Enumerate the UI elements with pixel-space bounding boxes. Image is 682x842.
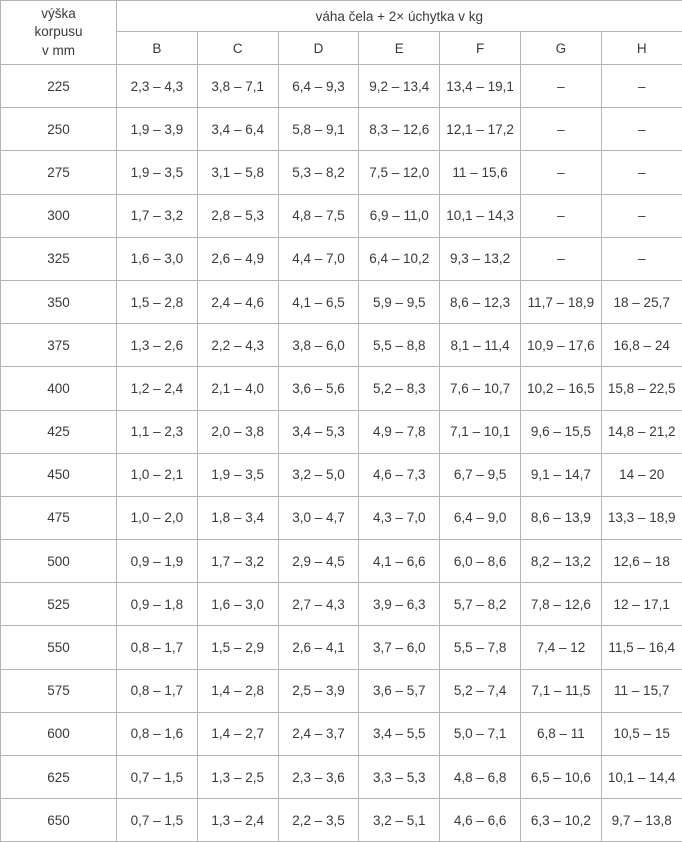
weight-range-cell: – (601, 194, 682, 237)
weight-range-cell: 16,8 – 24 (601, 324, 682, 367)
weight-range-cell: 1,9 – 3,9 (117, 108, 198, 151)
weight-range-cell: – (601, 65, 682, 108)
weight-range-cell: 5,3 – 8,2 (278, 151, 359, 194)
weight-range-cell: 7,1 – 10,1 (440, 410, 521, 453)
cabinet-height-value: 500 (1, 540, 117, 583)
table-row (1, 540, 682, 583)
table-row (1, 237, 682, 280)
weight-range-cell: 3,8 – 7,1 (197, 65, 278, 108)
cabinet-height-value: 300 (1, 194, 117, 237)
weight-range-cell: – (601, 108, 682, 151)
weight-range-cell: 7,1 – 11,5 (520, 669, 601, 712)
weight-range-cell: 1,0 – 2,1 (117, 453, 198, 496)
weight-range-cell: 5,8 – 9,1 (278, 108, 359, 151)
weight-range-cell: – (520, 65, 601, 108)
weight-range-cell: 6,0 – 8,6 (440, 540, 521, 583)
column-header-g: G (520, 32, 601, 65)
weight-range-cell: 5,5 – 7,8 (440, 626, 521, 669)
weight-range-cell: 8,6 – 12,3 (440, 280, 521, 323)
weight-range-cell: 2,3 – 3,6 (278, 756, 359, 799)
weight-range-cell: 6,8 – 11 (520, 712, 601, 755)
weight-range-cell: 5,2 – 8,3 (359, 367, 440, 410)
weight-range-cell: 1,3 – 2,4 (197, 799, 278, 842)
cabinet-height-value: 375 (1, 324, 117, 367)
weight-range-cell: – (601, 151, 682, 194)
weight-range-cell: 3,4 – 5,5 (359, 712, 440, 755)
weight-range-cell: 3,6 – 5,6 (278, 367, 359, 410)
weight-range-cell: 4,6 – 7,3 (359, 453, 440, 496)
table-row (1, 367, 682, 410)
weight-range-cell: 12,6 – 18 (601, 540, 682, 583)
weight-range-cell: 1,4 – 2,8 (197, 669, 278, 712)
weight-range-cell: 8,6 – 13,9 (520, 496, 601, 539)
weight-range-cell: 1,0 – 2,0 (117, 496, 198, 539)
table-row (1, 280, 682, 323)
weight-range-cell: 1,7 – 3,2 (117, 194, 198, 237)
weight-range-cell: 6,7 – 9,5 (440, 453, 521, 496)
cabinet-height-value: 450 (1, 453, 117, 496)
weight-range-cell: 1,5 – 2,9 (197, 626, 278, 669)
weight-range-cell: 7,6 – 10,7 (440, 367, 521, 410)
corner-header-line-2: korpusu (34, 24, 82, 39)
corner-header-line-1: výška (41, 6, 76, 21)
table-row (1, 453, 682, 496)
table-header (1, 1, 682, 65)
weight-range-cell: 1,5 – 2,8 (117, 280, 198, 323)
table-row (1, 324, 682, 367)
weight-range-cell: 7,4 – 12 (520, 626, 601, 669)
weight-range-cell: – (520, 194, 601, 237)
column-header-b: B (117, 32, 198, 65)
weight-range-cell: 14,8 – 21,2 (601, 410, 682, 453)
weight-range-cell: 6,3 – 10,2 (520, 799, 601, 842)
cabinet-height-value: 600 (1, 712, 117, 755)
weight-range-cell: 2,6 – 4,9 (197, 237, 278, 280)
column-header-f: F (440, 32, 521, 65)
weight-range-cell: 6,9 – 11,0 (359, 194, 440, 237)
weight-range-cell: 1,2 – 2,4 (117, 367, 198, 410)
weight-range-cell: 9,3 – 13,2 (440, 237, 521, 280)
weight-range-cell: 4,6 – 6,6 (440, 799, 521, 842)
weight-range-cell: 2,2 – 3,5 (278, 799, 359, 842)
weight-range-cell: 12 – 17,1 (601, 583, 682, 626)
table-row (1, 799, 682, 842)
weight-range-cell: 0,8 – 1,7 (117, 669, 198, 712)
corner-header-line-3: v mm (42, 43, 75, 58)
weight-range-cell: 8,3 – 12,6 (359, 108, 440, 151)
weight-range-cell: 1,3 – 2,5 (197, 756, 278, 799)
weight-range-cell: 5,7 – 8,2 (440, 583, 521, 626)
weight-range-cell: 11,5 – 16,4 (601, 626, 682, 669)
weight-range-cell: 3,2 – 5,1 (359, 799, 440, 842)
table-row (1, 626, 682, 669)
weight-range-cell: 10,2 – 16,5 (520, 367, 601, 410)
cabinet-height-value: 625 (1, 756, 117, 799)
table-row (1, 151, 682, 194)
weight-range-cell: 11 – 15,6 (440, 151, 521, 194)
weight-range-cell: 4,9 – 7,8 (359, 410, 440, 453)
weight-range-cell: 3,3 – 5,3 (359, 756, 440, 799)
weight-range-cell: 2,5 – 3,9 (278, 669, 359, 712)
cabinet-height-value: 425 (1, 410, 117, 453)
cabinet-height-value: 550 (1, 626, 117, 669)
weight-range-cell: 1,9 – 3,5 (117, 151, 198, 194)
weight-range-cell: 1,6 – 3,0 (117, 237, 198, 280)
weight-range-cell: 9,7 – 13,8 (601, 799, 682, 842)
weight-range-cell: 1,9 – 3,5 (197, 453, 278, 496)
column-header-d: D (278, 32, 359, 65)
table-row (1, 108, 682, 151)
weight-range-cell: 3,4 – 5,3 (278, 410, 359, 453)
table-body (1, 65, 682, 842)
weight-range-cell: 2,4 – 3,7 (278, 712, 359, 755)
weight-range-cell: 4,8 – 7,5 (278, 194, 359, 237)
weight-range-cell: 15,8 – 22,5 (601, 367, 682, 410)
corner-header-cabinet-height (1, 1, 117, 65)
weight-range-cell: 14 – 20 (601, 453, 682, 496)
weight-range-cell: 3,7 – 6,0 (359, 626, 440, 669)
table-row (1, 65, 682, 108)
weight-range-cell: 9,1 – 14,7 (520, 453, 601, 496)
weight-range-cell: 11 – 15,7 (601, 669, 682, 712)
weight-range-cell: 7,5 – 12,0 (359, 151, 440, 194)
table-row (1, 410, 682, 453)
weight-range-cell: 2,0 – 3,8 (197, 410, 278, 453)
weight-range-cell: 2,1 – 4,0 (197, 367, 278, 410)
weight-range-cell: 0,7 – 1,5 (117, 799, 198, 842)
weight-range-cell: 1,7 – 3,2 (197, 540, 278, 583)
weight-range-cell: 1,1 – 2,3 (117, 410, 198, 453)
weight-range-cell: 2,6 – 4,1 (278, 626, 359, 669)
weight-range-cell: 10,9 – 17,6 (520, 324, 601, 367)
cabinet-height-value: 225 (1, 65, 117, 108)
cabinet-height-value: 475 (1, 496, 117, 539)
weight-range-cell: 1,4 – 2,7 (197, 712, 278, 755)
weight-range-cell: 2,4 – 4,6 (197, 280, 278, 323)
weight-range-cell: – (601, 237, 682, 280)
weight-range-cell: 4,1 – 6,5 (278, 280, 359, 323)
weight-range-cell: – (520, 237, 601, 280)
cabinet-height-value: 650 (1, 799, 117, 842)
weight-range-cell: 3,9 – 6,3 (359, 583, 440, 626)
table-row (1, 583, 682, 626)
cabinet-height-value: 325 (1, 237, 117, 280)
table-row (1, 669, 682, 712)
weight-range-cell: 3,4 – 6,4 (197, 108, 278, 151)
weight-range-cell: 2,8 – 5,3 (197, 194, 278, 237)
weight-range-cell: 2,3 – 4,3 (117, 65, 198, 108)
column-header-e: E (359, 32, 440, 65)
weight-range-cell: 5,9 – 9,5 (359, 280, 440, 323)
cabinet-height-value: 350 (1, 280, 117, 323)
table-row (1, 756, 682, 799)
weight-range-cell: 7,8 – 12,6 (520, 583, 601, 626)
weight-range-cell: 3,6 – 5,7 (359, 669, 440, 712)
weight-range-cell: 4,1 – 6,6 (359, 540, 440, 583)
weight-range-cell: 5,5 – 8,8 (359, 324, 440, 367)
cabinet-height-value: 250 (1, 108, 117, 151)
weight-range-cell: 0,9 – 1,8 (117, 583, 198, 626)
weight-range-cell: 4,3 – 7,0 (359, 496, 440, 539)
table-row (1, 496, 682, 539)
weight-range-cell: 8,1 – 11,4 (440, 324, 521, 367)
weight-range-cell: 6,4 – 9,0 (440, 496, 521, 539)
cabinet-height-value: 525 (1, 583, 117, 626)
cabinet-height-value: 575 (1, 669, 117, 712)
weight-range-cell: 11,7 – 18,9 (520, 280, 601, 323)
weight-range-cell: 2,2 – 4,3 (197, 324, 278, 367)
weight-range-cell: 9,6 – 15,5 (520, 410, 601, 453)
weight-range-cell: 3,1 – 5,8 (197, 151, 278, 194)
weight-range-cell: 5,0 – 7,1 (440, 712, 521, 755)
weight-range-cell: 1,6 – 3,0 (197, 583, 278, 626)
weight-range-cell: 4,8 – 6,8 (440, 756, 521, 799)
weight-range-cell: 0,8 – 1,7 (117, 626, 198, 669)
column-header-c: C (197, 32, 278, 65)
weight-range-cell: 4,4 – 7,0 (278, 237, 359, 280)
column-header-h: H (601, 32, 682, 65)
weight-range-cell: 3,8 – 6,0 (278, 324, 359, 367)
weight-range-cell: 13,4 – 19,1 (440, 65, 521, 108)
weight-range-cell: 6,4 – 9,3 (278, 65, 359, 108)
weight-range-cell: 10,5 – 15 (601, 712, 682, 755)
weight-range-cell: 6,5 – 10,6 (520, 756, 601, 799)
table-header-row-group (1, 1, 682, 32)
weight-range-cell: 0,7 – 1,5 (117, 756, 198, 799)
weight-range-cell: 5,2 – 7,4 (440, 669, 521, 712)
weight-range-cell: 3,2 – 5,0 (278, 453, 359, 496)
weight-range-cell: 0,9 – 1,9 (117, 540, 198, 583)
weight-range-cell: 13,3 – 18,9 (601, 496, 682, 539)
table-row (1, 194, 682, 237)
weight-range-cell: – (520, 108, 601, 151)
weight-range-cell: 12,1 – 17,2 (440, 108, 521, 151)
weight-range-cell: 3,0 – 4,7 (278, 496, 359, 539)
weight-range-cell: 1,8 – 3,4 (197, 496, 278, 539)
weight-range-cell: 1,3 – 2,6 (117, 324, 198, 367)
weight-range-cell: 0,8 – 1,6 (117, 712, 198, 755)
group-header-front-weight: váha čela + 2× úchytka v kg (117, 1, 682, 32)
weight-range-cell: 10,1 – 14,3 (440, 194, 521, 237)
weight-range-cell: – (520, 151, 601, 194)
weight-range-cell: 10,1 – 14,4 (601, 756, 682, 799)
weight-range-cell: 6,4 – 10,2 (359, 237, 440, 280)
weight-range-cell: 9,2 – 13,4 (359, 65, 440, 108)
cabinet-height-value: 275 (1, 151, 117, 194)
weight-range-cell: 8,2 – 13,2 (520, 540, 601, 583)
weight-range-cell: 2,9 – 4,5 (278, 540, 359, 583)
cabinet-height-value: 400 (1, 367, 117, 410)
table-row (1, 712, 682, 755)
weight-range-cell: 2,7 – 4,3 (278, 583, 359, 626)
weight-range-cell: 18 – 25,7 (601, 280, 682, 323)
